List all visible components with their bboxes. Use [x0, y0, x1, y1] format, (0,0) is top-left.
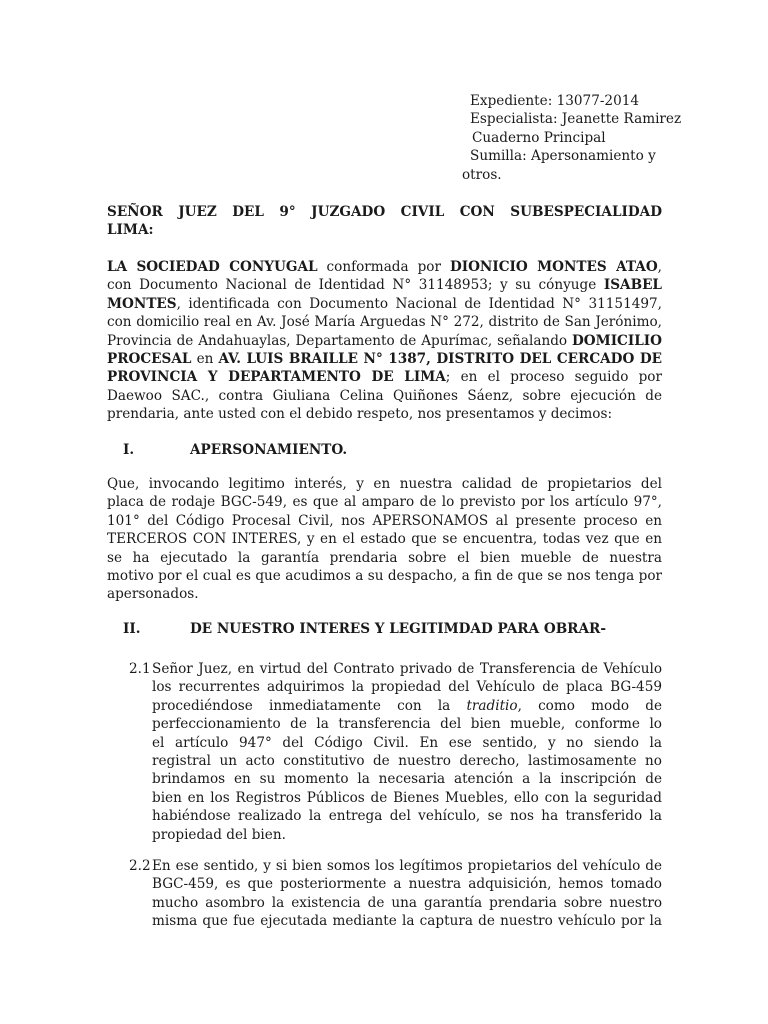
item-line: propiedad del bien. — [152, 826, 286, 843]
intro-line: PROCESAL en AV. LUIS BRAILLE N° 1387, DISTRITO DEL CERCADO DE — [107, 350, 662, 367]
item-line: bien en los Registros Públicos de Bienes Muebles, ello con la seguridad — [152, 789, 662, 806]
item-line: misma que fue ejecutada mediante la captura de nuestro vehículo por la — [152, 913, 662, 930]
paragraph-line: 101° del Código Procesal Civil, nos APERSONAMOS al presente proceso en — [107, 512, 662, 529]
intro-line: PROVINCIA Y DEPARTAMENTO DE LIMA; en el proceso seguido por — [107, 369, 662, 386]
intro-paragraph — [107, 258, 662, 424]
sumilla-line-continued: otros. — [462, 166, 502, 183]
addressee-line-1: SEÑOR JUEZ DEL 9° JUZGADO CIVIL CON SUBESPECIALIDAD — [107, 204, 662, 220]
apersonamiento-paragraph — [107, 475, 662, 604]
item-line: BGC-459, es que posteriormente a nuestra adquisición, hemos tomado — [152, 876, 662, 893]
item-line: mucho asombro la existencia de una garantía prendaria sobre nuestro — [152, 894, 662, 911]
paragraph-line: motivo por el cual es que acudimos a su despacho, a fin de que se nos tenga por — [107, 567, 662, 584]
sumilla-line: Sumilla: Apersonamiento y — [470, 148, 656, 165]
item-line: el artículo 947° del Código Civil. En ese sentido, y no siendo la — [152, 734, 662, 751]
case-header — [462, 92, 702, 184]
intro-line: prendaria, ante usted con el debido respeto, nos presentamos y decimos: — [107, 406, 613, 423]
item-line: Señor Juez, en virtud del Contrato privado de Transferencia de Vehículo — [152, 661, 662, 677]
intro-line: con Documento Nacional de Identidad N° 31148953; y su cónyuge ISABEL — [107, 277, 662, 294]
section-number: I. — [123, 442, 135, 458]
especialista-line: Especialista: Jeanette Ramirez — [470, 111, 682, 128]
item-line: perfeccionamiento de la transferencia del bien mueble, conforme lo — [152, 716, 662, 733]
paragraph-line: apersonados. — [107, 586, 199, 603]
section-title: APERSONAMIENTO. — [190, 442, 348, 458]
item-number: 2.2 — [129, 858, 151, 874]
numbered-item-2-1 — [129, 660, 662, 844]
item-text — [152, 857, 662, 931]
intro-line: MONTES, identificada con Documento Nacional de Identidad N° 31151497, — [107, 295, 662, 312]
intro-line: Daewoo SAC., contra Giuliana Celina Quiñones Sáenz, sobre ejecución de — [107, 387, 662, 404]
item-line: registral un acto constitutivo de nuestro derecho, lastimosamente no — [152, 752, 662, 769]
paragraph-line: Que, invocando legitimo interés, y en nuestra calidad de propietarios del — [107, 476, 662, 492]
intro-line: con domicilio real en Av. José María Arguedas N° 272, distrito de San Jerónimo, — [107, 314, 662, 331]
intro-line: Provincia de Andahuaylas, Departamento de Apurímac, señalando DOMICILIO — [107, 332, 662, 349]
paragraph-line: placa de rodaje BGC-549, es que al amparo de lo previsto por los artículo 97°, — [107, 494, 662, 511]
addressee-line-2: LIMA: — [107, 222, 154, 239]
section-title: DE NUESTRO INTERES Y LEGITIMDAD PARA OBRAR- — [190, 621, 606, 637]
numbered-item-2-2 — [129, 857, 662, 931]
section-number: II. — [123, 621, 141, 637]
item-line: brindamos en su momento la necesaria atención a la inscripción de — [152, 771, 662, 788]
cuaderno-line: Cuaderno Principal — [472, 129, 606, 146]
item-line: los recurrentes adquirimos la propiedad del Vehículo de placa BG-459 — [152, 679, 662, 696]
item-line: procediéndose inmediatamente con la traditio, como modo de — [152, 697, 662, 714]
paragraph-line: TERCEROS CON INTERES, y en el estado que se encuentra, todas vez que en — [107, 531, 662, 548]
item-line: habiéndose realizado la entrega del vehículo, se nos ha transferido la — [152, 808, 662, 825]
expediente-line: Expediente: 13077-2014 — [470, 93, 640, 109]
item-text — [152, 660, 662, 844]
addressee — [107, 203, 662, 240]
item-number: 2.1 — [129, 661, 151, 677]
item-line: En ese sentido, y si bien somos los legítimos propietarios del vehículo de — [152, 858, 662, 874]
intro-line: LA SOCIEDAD CONYUGAL conformada por DIONICIO MONTES ATAO, — [107, 259, 662, 275]
paragraph-line: se ha ejecutado la garantía prendaria sobre el bien mueble de nuestra — [107, 549, 662, 566]
